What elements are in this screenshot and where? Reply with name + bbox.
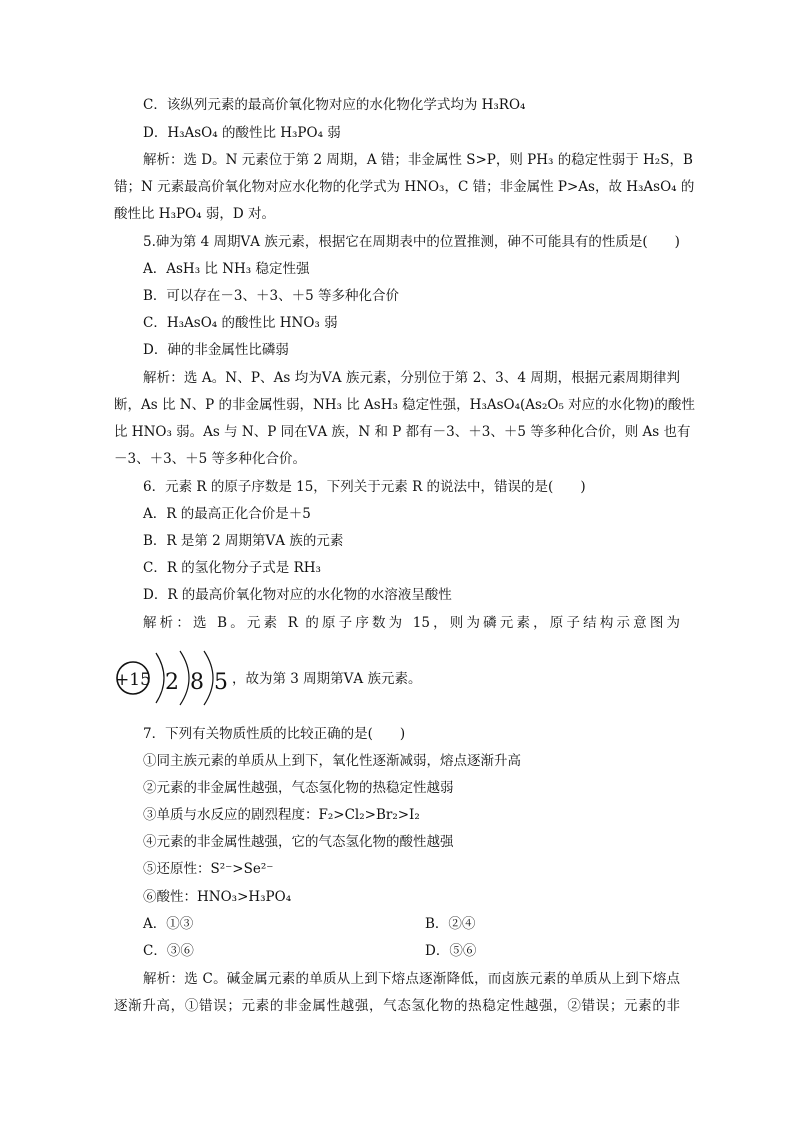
q5-option-a: A．AsH₃ 比 NH₃ 稳定性强	[143, 261, 310, 277]
q7-solution-line-1: 解析：选 C。碱金属元素的单质从上到下熔点逐渐降低，而卤族元素的单质从上到下熔点	[143, 971, 680, 987]
q7-item-5: ⑤还原性：S²⁻>Se²⁻	[143, 861, 274, 877]
q5-option-b: B．可以存在－3、＋3、＋5 等多种化合价	[143, 288, 399, 304]
q5-solution-line-3: 比 HNO₃ 弱。As 与 N、P 同在ⅤA 族，N 和 P 都有－3、＋3、＋5 等多种化合价，则 As 也有	[114, 424, 691, 440]
shell-arc-3	[204, 651, 213, 705]
q7-stem: 7．下列有关物质性质的比较正确的是( )	[143, 726, 406, 742]
q6-option-c: C．R 的氢化物分子式是 RH₃	[143, 560, 321, 576]
q7-option-b: B．②④	[425, 916, 476, 932]
shell-2-electrons: 8	[190, 670, 204, 695]
shell-arc-1	[156, 653, 164, 703]
q6-option-a: A．R 的最高正化合价是＋5	[143, 506, 311, 522]
q7-item-4: ④元素的非金属性越强，它的气态氢化物的酸性越强	[143, 834, 454, 850]
q6-solution-line-2: ，故为第 3 周期第ⅤA 族元素。	[232, 671, 422, 687]
q6-stem: 6．元素 R 的原子序数是 15，下列关于元素 R 的说法中，错误的是( )	[143, 479, 586, 495]
q4-solution-line-2: 错；N 元素最高价氧化物对应水化物的化学式为 HNO₃，C 错；非金属性 P>As，故 H₃AsO₄ 的	[114, 179, 695, 195]
q6-option-b: B．R 是第 2 周期第ⅤA 族的元素	[143, 533, 344, 549]
atom-structure-diagram	[114, 645, 232, 711]
q4-option-c: C．该纵列元素的最高价氧化物对应的水化物化学式均为 H₃RO₄	[143, 97, 526, 113]
q5-solution-line-2: 断，As 比 N、P 的非金属性弱，NH₃ 比 AsH₃ 稳定性强，H₃AsO₄(As₂O₅ 对应的水化物)的酸性	[114, 397, 695, 413]
q4-option-d: D．H₃AsO₄ 的酸性比 H₃PO₄ 弱	[143, 125, 341, 141]
q7-option-a: A．①③	[143, 916, 194, 932]
q5-stem: 5.砷为第 4 周期ⅤA 族元素，根据它在周期表中的位置推测，砷不可能具有的性质是( )	[143, 234, 680, 250]
q4-solution-line-1: 解析：选 D。N 元素位于第 2 周期，A 错；非金属性 S>P，则 PH₃ 的稳定性弱于 H₂S，B	[143, 152, 693, 168]
q7-solution-line-2: 逐渐升高，①错误；元素的非金属性越强，气态氢化物的热稳定性越强，②错误；元素的非	[114, 998, 680, 1014]
q5-solution-line-1: 解析：选 A。N、P、As 均为ⅤA 族元素，分别位于第 2、3、4 周期，根据元素周期律判	[143, 370, 680, 386]
q5-option-d: D．砷的非金属性比磷弱	[143, 342, 289, 358]
q5-option-c: C．H₃AsO₄ 的酸性比 HNO₃ 弱	[143, 315, 338, 331]
shell-arc-2	[180, 651, 189, 705]
q7-item-3: ③单质与水反应的剧烈程度：F₂>Cl₂>Br₂>I₂	[143, 807, 420, 823]
shell-3-electrons: 5	[214, 670, 228, 695]
q7-item-2: ②元素的非金属性越强，气态氢化物的热稳定性越弱	[143, 780, 454, 796]
q7-option-d: D．⑤⑥	[425, 943, 477, 959]
q7-option-c: C．③⑥	[143, 943, 194, 959]
q7-item-1: ①同主族元素的单质从上到下，氧化性逐渐减弱，熔点逐渐升高	[143, 753, 521, 769]
nucleus-charge: +15	[115, 670, 151, 690]
q6-option-d: D．R 的最高价氧化物对应的水化物的水溶液呈酸性	[143, 587, 452, 603]
q7-item-6: ⑥酸性：HNO₃>H₃PO₄	[143, 889, 292, 905]
shell-1-electrons: 2	[165, 670, 179, 695]
q6-solution-line-1: 解析：选 B。元素 R 的原子序数为 15，则为磷元素，原子结构示意图为	[143, 615, 680, 631]
q5-solution-line-4: －3、＋3、＋5 等多种化合价。	[114, 451, 307, 467]
q4-solution-line-3: 酸性比 H₃PO₄ 弱，D 对。	[114, 206, 275, 222]
